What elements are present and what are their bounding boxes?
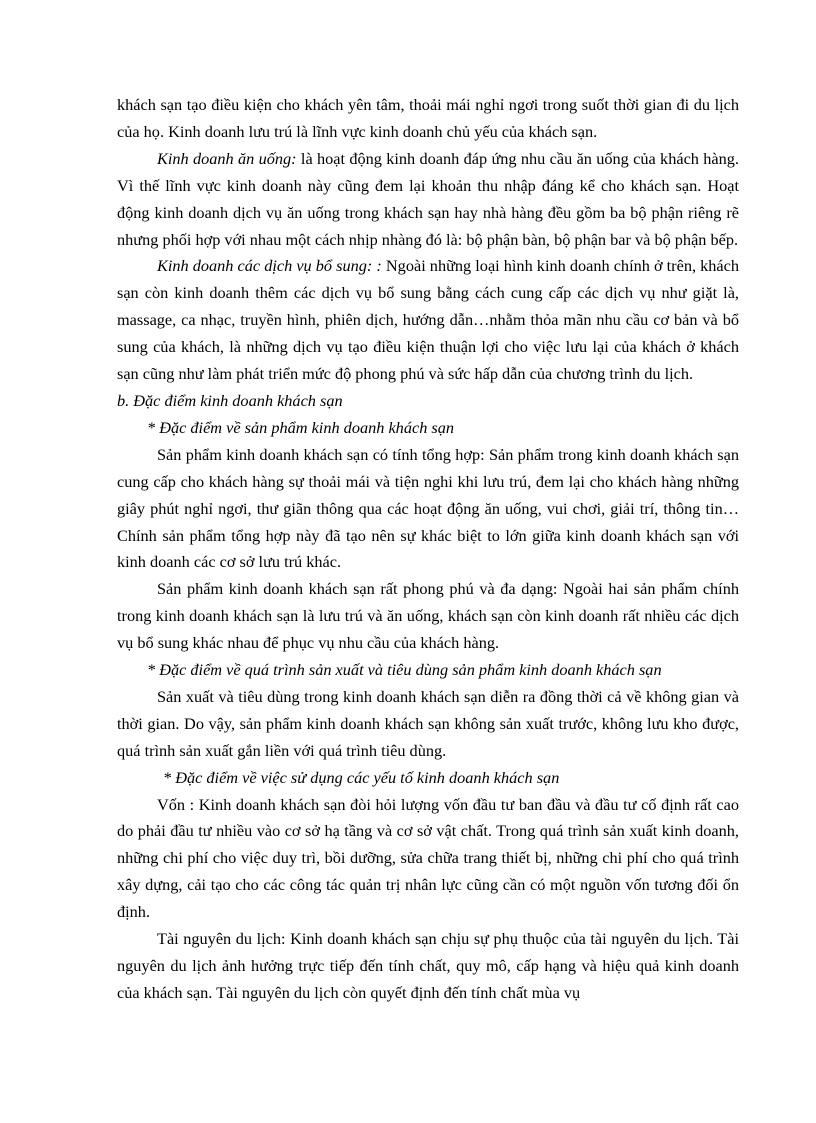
subheading-product: * Đặc điểm về sản phẩm kinh doanh khách sạn <box>147 417 455 437</box>
section-heading: b. Đặc điểm kinh doanh khách sạn <box>117 390 343 410</box>
document-page <box>117 92 739 1007</box>
paragraph-lead: Kinh doanh ăn uống: <box>157 148 297 168</box>
paragraph-text: là hoạt động kinh doanh đáp ứng nhu cầu ăn uống của khách hàng. Vì thế lĩnh vực kinh doanh này cũng đem lại khoản thu nhập đáng kể cho khách sạn. Hoạt động kinh doanh dịch vụ ăn uống trong khách sạn hay nhà hàng đều gồm ba bộ phận riêng rẽ nhưng phối hợp với nhau một cách nhịp nhàng đó là: bộ phận bàn, bộ phận bar và bộ phận bếp. <box>117 148 739 249</box>
paragraph-text: Sản phẩm kinh doanh khách sạn có tính tổng hợp: Sản phẩm trong kinh doanh khách sạn cung cấp cho khách hàng sự thoải mái và tiện nghi khi lưu trú, đem lại cho khách hàng những giây phút nghỉ ngơi, thư giãn thông qua các hoạt động ăn uống, vui chơi, giải trí, thông tin…Chính sản phẩm tổng hợp này đã tạo nên sự khác biệt to lớn giữa kinh doanh khách sạn với kinh doanh các cơ sở lưu trú khác. <box>117 444 739 572</box>
paragraph-production <box>117 684 739 765</box>
paragraph-product-diversity <box>117 576 739 657</box>
subheading-factors: * Đặc điểm về việc sử dụng các yếu tố kinh doanh khách sạn <box>163 767 560 787</box>
paragraph-text: khách sạn tạo điều kiện cho khách yên tâm, thoải mái nghỉ ngơi trong suốt thời gian đi du lịch của họ. Kinh doanh lưu trú là lĩnh vực kinh doanh chủ yếu của khách sạn. <box>117 95 739 141</box>
paragraph-capital <box>117 792 739 927</box>
paragraph-text: Sản xuất và tiêu dùng trong kinh doanh khách sạn diễn ra đồng thời cả về không gian và thời gian. Do vậy, sản phẩm kinh doanh khách sạn không sản xuất trước, không lưu kho được, quá trình sản xuất gắn liền với quá trình tiêu dùng. <box>117 686 739 760</box>
paragraph-food-business <box>117 146 739 254</box>
subheading-production: * Đặc điểm về quá trình sản xuất và tiêu dùng sản phẩm kinh doanh khách sạn <box>147 660 662 680</box>
paragraph-text: Tài nguyên du lịch: Kinh doanh khách sạn chịu sự phụ thuộc của tài nguyên du lịch. Tài nguyên du lịch ảnh hưởng trực tiếp đến tính chất, quy mô, cấp hạng và hiệu quả kinh doanh của khách sạn. Tài nguyên du lịch còn quyết định đến tính chất mùa vụ <box>117 929 739 1002</box>
paragraph-product-synthesis <box>117 442 739 577</box>
paragraph-lodging-end <box>117 92 739 146</box>
paragraph-text: Sản phẩm kinh doanh khách sạn rất phong phú và đa dạng: Ngoài hai sản phẩm chính trong kinh doanh khách sạn là lưu trú và ăn uống, khách sạn còn kinh doanh rất nhiều các dịch vụ bổ sung khác nhau để phục vụ nhu cầu của khách hàng. <box>117 579 739 653</box>
paragraph-extra-services <box>117 253 739 388</box>
paragraph-text: Vốn : Kinh doanh khách sạn đòi hỏi lượng vốn đầu tư ban đầu và đầu tư cố định rất cao do phải đầu tư nhiều vào cơ sở hạ tầng và cơ sở vật chất. Trong quá trình sản xuất kinh doanh, những chi phí cho việc duy trì, bồi dưỡng, sửa chữa trang thiết bị, những chi phí cho quá trình xây dựng, cải tạo cho các công tác quản trị nhân lực cũng cần có một nguồn vốn tương đối ổn định. <box>117 794 739 922</box>
paragraph-text: Ngoài những loại hình kinh doanh chính ở trên, khách sạn còn kinh doanh thêm các dịch vụ bổ sung bằng cách cung cấp các dịch vụ như giặt là, massage, ca nhạc, truyền hình, phiên dịch, hướng dẫn…nhằm thỏa mãn nhu cầu cơ bản và bổ sung của khách, là những dịch vụ tạo điều kiện thuận lợi cho việc lưu lại của khách ở khách sạn cũng như làm phát triển mức độ phong phú và sức hấp dẫn của chương trình du lịch. <box>117 256 740 384</box>
paragraph-resources <box>117 926 739 1007</box>
paragraph-lead: Kinh doanh các dịch vụ bổ sung: : <box>157 256 382 276</box>
